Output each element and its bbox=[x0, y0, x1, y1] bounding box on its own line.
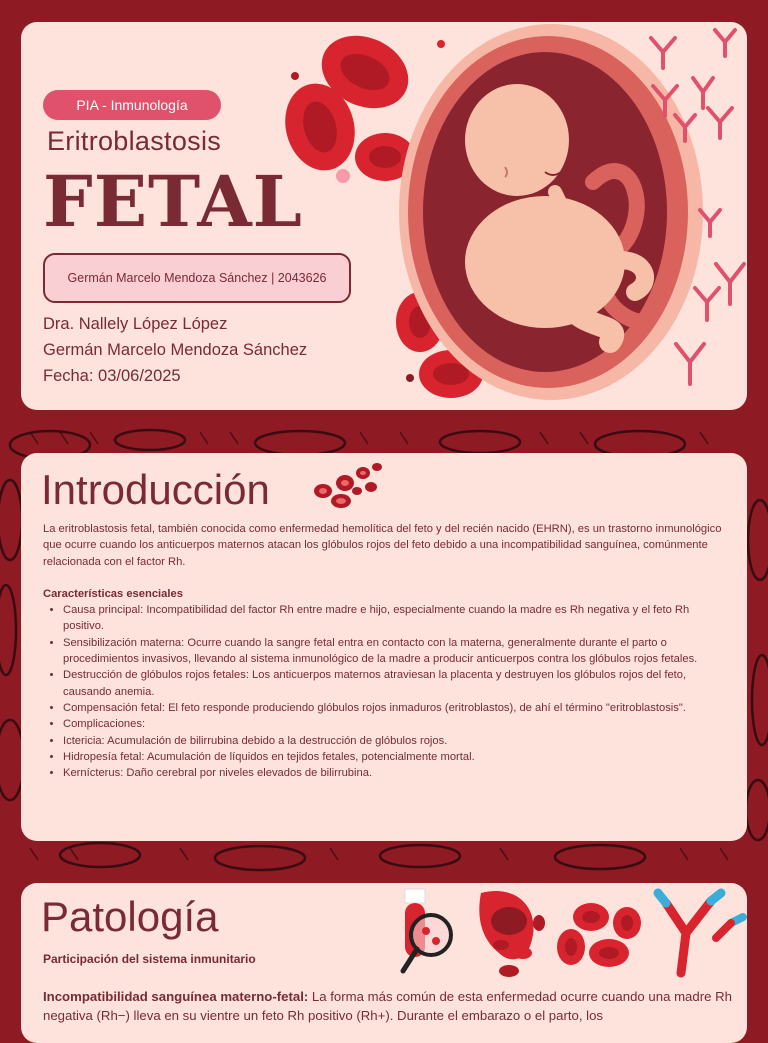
blood-vessel-icon bbox=[479, 891, 545, 977]
list-item: • Causa principal: Incompatibilidad del factor Rh entre madre e hijo, especialmente cuando la madre es Rh negativa y el feto Rh positivo. bbox=[63, 602, 723, 635]
course-badge: PIA - Inmunología bbox=[43, 90, 221, 120]
list-item: • Sensibilización materna: Ocurre cuando la sangre fetal entra en contacto con la materna, generalmente durante el parto o procedimientos invasivos, llevando al sistema inmunológico de la madre a producir anticuerpos contra los glóbulos rojos fetales. bbox=[63, 635, 723, 668]
intro-heading: Introducción bbox=[41, 466, 270, 513]
pathology-subheading: Participación del sistema inmunitario bbox=[43, 952, 256, 966]
list-item: • Compensación fetal: El feto responde produciendo glóbulos rojos inmaduros (eritroblastos), de ahí el término "eritroblastosis". bbox=[63, 700, 723, 716]
features-list bbox=[43, 602, 723, 781]
intro-body bbox=[43, 521, 723, 781]
student-name: Germán Marcelo Mendoza Sánchez bbox=[43, 341, 308, 359]
antibody-icon bbox=[658, 893, 743, 973]
list-item: • Complicaciones: bbox=[63, 716, 723, 732]
pathology-illustrations bbox=[381, 883, 747, 983]
red-blood-cells-icon bbox=[309, 457, 385, 513]
intro-paragraph: La eritroblastosis fetal, también conocida como enfermedad hemolítica del feto y del recién nacido (EHRN), es un trastorno inmunológico que ocurre cuando los anticuerpos maternos atacan los glóbulos rojos del feto debido a una incompatibilidad sanguínea, comúnmente relacionada con el factor Rh. bbox=[43, 523, 722, 568]
author-box bbox=[43, 253, 351, 303]
list-item: • Ictericia: Acumulación de bilirrubina debido a la destrucción de glóbulos rojos. bbox=[63, 733, 723, 749]
date-line: Fecha: 03/06/2025 bbox=[43, 367, 181, 385]
title-card bbox=[21, 22, 747, 410]
page-title: FETAL bbox=[43, 160, 303, 243]
list-item: • Destrucción de glóbulos rojos fetales: Los anticuerpos maternos atraviesan la placenta y destruyen los glóbulos rojos del feto, causando anemia. bbox=[63, 667, 723, 700]
list-item: • Hidropesía fetal: Acumulación de líquidos en tejidos fetales, potencialmente mortal. bbox=[63, 749, 723, 765]
paragraph-lead: Incompatibilidad sanguínea materno-fetal: bbox=[43, 989, 309, 1004]
list-item: • Kernícterus: Daño cerebral por niveles elevados de bilirrubina. bbox=[63, 765, 723, 781]
paragraph-text: La forma más común de esta enfermedad ocurre cuando una madre Rh negativa (Rh−) lleva en su vientre un feto Rh positivo (Rh+). Durante el embarazo o el parto, los bbox=[43, 989, 732, 1023]
pathology-card bbox=[21, 883, 747, 1043]
teacher-name: Dra. Nallely López López bbox=[43, 315, 228, 333]
features-heading: Características esenciales bbox=[43, 587, 183, 600]
pathology-paragraph bbox=[43, 987, 733, 1025]
author-box-text: Germán Marcelo Mendoza Sánchez | 2043626 bbox=[67, 271, 327, 285]
intro-card bbox=[21, 453, 747, 841]
magnifier-blood-tube-icon bbox=[403, 889, 451, 971]
pathology-heading: Patología bbox=[41, 893, 219, 940]
title-small: Eritroblastosis bbox=[47, 126, 222, 156]
fetus-womb-illustration bbox=[255, 22, 747, 410]
